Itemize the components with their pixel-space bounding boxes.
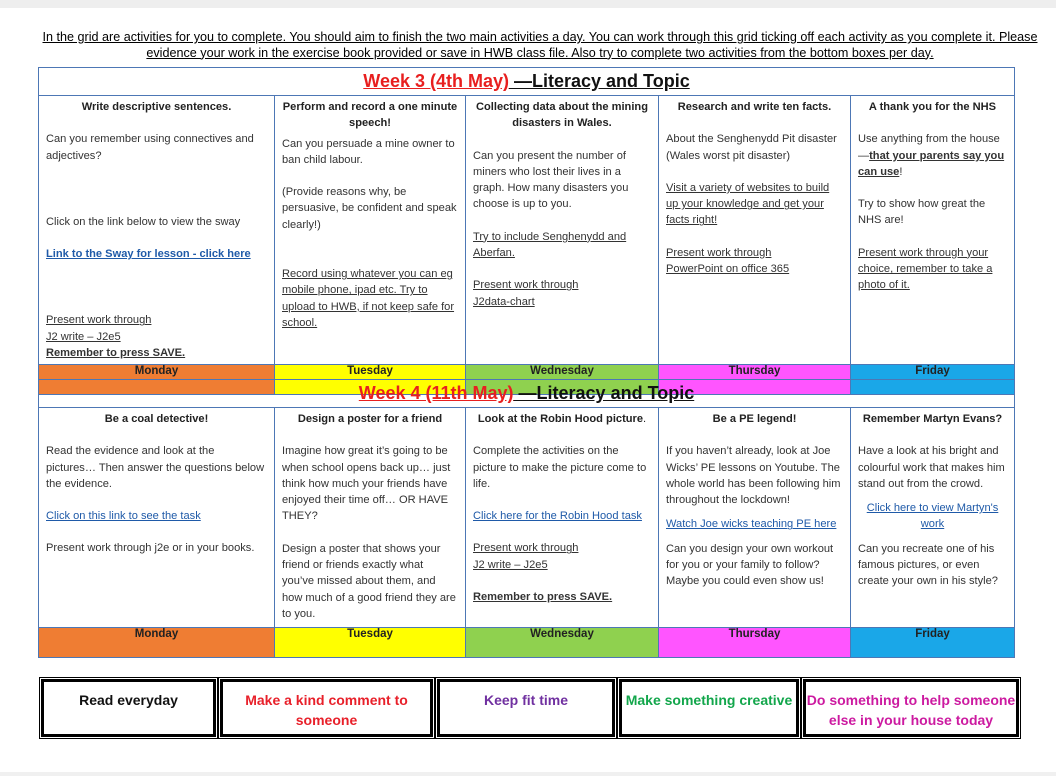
activity-text: Complete the activities on the picture to make the picture come to life. — [473, 445, 647, 490]
week4-grid — [38, 379, 1015, 658]
top-bar — [0, 0, 1056, 8]
activity-text: Record using whatever you can eg mobile phone, ipad etc. Try to upload to HWB, if not keep safe for school. — [282, 268, 455, 329]
daily-activity-boxes — [41, 679, 1015, 737]
day-tuesday: Tuesday — [275, 628, 466, 658]
day-friday: Friday — [851, 365, 1015, 395]
week3-heading-date: Week 3 (4th May) — [363, 71, 509, 91]
week4-monday-cell — [39, 408, 275, 628]
activity-text: Imagine how great it’s going to be when school opens back up… just think how much your friends have enjoyed their time off… OR HAVE THEY? — [282, 445, 451, 523]
activity-text: Have a look at his bright and colourful work that makes him stand out from the crowd. — [858, 445, 1005, 490]
activity-text: Remember to press SAVE. — [46, 347, 186, 360]
week4-heading-date: Week 4 (11th May) — [358, 383, 514, 403]
day-thursday: Thursday — [659, 365, 851, 395]
activity-title: Look at the Robin Hood picture. — [477, 413, 647, 425]
activity-text: Design a poster that shows your friend or friends exactly what you’ve missed about them, and how much of a good friend they are to you. — [282, 542, 456, 620]
coal-detective-task-link[interactable]: Click on this link to see the task — [46, 510, 201, 523]
box-read-everyday: Read everyday — [41, 679, 216, 737]
activity-text: (Provide reasons why, be persuasive, be confident and speak clearly!) — [282, 186, 457, 231]
day-thursday: Thursday — [659, 628, 851, 658]
activity-text: Present work through J2 write – J2e5 — [473, 542, 579, 571]
joe-wicks-pe-link[interactable]: Watch Joe wicks teaching PE here — [666, 518, 837, 531]
activity-text: Present work through J2 write – J2e5 — [46, 314, 152, 343]
intro-instructions: In the grid are activities for you to complete. You should aim to finish the two main activities a day. You can work through this grid ticking off each activity as you complete it. Please evidence your work in the exercise book provided or save in HWB class file. Also try to complete two activities from the bottom boxes per day. — [42, 30, 1038, 60]
sway-lesson-link[interactable]: Link to the Sway for lesson - click here — [46, 248, 251, 261]
week3-heading-topic: —Literacy and Topic — [509, 71, 690, 91]
day-monday: Monday — [39, 365, 275, 395]
activity-text: Can you recreate one of his famous pictures, or even create your own in his style? — [858, 542, 998, 588]
activity-text: Visit a variety of websites to build up your knowledge and get your facts right! — [666, 181, 830, 227]
week3-wednesday-cell — [466, 96, 659, 365]
day-tuesday: Tuesday — [275, 365, 466, 395]
week3-heading — [39, 68, 1015, 96]
box-make-something: Make something creative — [619, 679, 799, 737]
week3-grid — [38, 67, 1015, 395]
box-kind-comment: Make a kind comment to someone — [220, 679, 433, 737]
week4-friday-cell — [851, 408, 1015, 628]
activity-title: A thank you for the NHS — [868, 101, 997, 113]
activity-title: Be a coal detective! — [104, 413, 209, 425]
activity-title: Remember Martyn Evans? — [862, 413, 1003, 425]
activity-text: Try to include Senghenydd and Aberfan. — [473, 230, 627, 260]
activity-title: Design a poster for a friend — [297, 413, 443, 425]
activity-text: Remember to press SAVE. — [473, 591, 613, 604]
bottom-strip — [0, 772, 1056, 776]
activity-text: About the Senghenydd Pit disaster (Wales worst pit disaster) — [666, 133, 837, 162]
activity-text: Try to show how great the NHS are! — [858, 198, 986, 227]
week3-friday-cell — [851, 96, 1015, 365]
day-friday: Friday — [851, 628, 1015, 658]
day-monday: Monday — [39, 628, 275, 658]
activity-title: Be a PE legend! — [712, 413, 797, 425]
activity-text: Read the evidence and look at the pictures… Then answer the questions below the evidence. — [46, 445, 265, 490]
activity-title: Research and write ten facts. — [677, 101, 832, 113]
week3-tuesday-cell — [275, 96, 466, 365]
week4-heading — [39, 380, 1015, 408]
activity-text: Can you remember using connectives and adjectives? — [46, 133, 254, 162]
activity-text: Can you design your own workout for you or your family to follow? Maybe you could even show us! — [666, 542, 834, 588]
activity-text: Click on the link below to view the sway — [46, 215, 241, 228]
activity-text: Present work through PowerPoint on office 365 — [666, 246, 790, 276]
martyn-evans-work-link[interactable]: Click here to view Martyn's work — [866, 502, 999, 531]
activity-text: Present work through J2data-chart — [473, 279, 579, 308]
week4-thursday-cell — [659, 408, 851, 628]
activity-title: Write descriptive sentences. — [81, 101, 232, 113]
activity-text: Use anything from the house—that your parents say you can use! — [858, 133, 1005, 178]
week3-thursday-cell — [659, 96, 851, 365]
activity-text: Present work through j2e or in your books. — [46, 542, 255, 555]
activity-text: If you haven’t already, look at Joe Wicks’ PE lessons on Youtube. The whole world has been following him throughout the lockdown! — [666, 445, 841, 507]
week4-day-row — [39, 628, 1015, 658]
week3-monday-cell — [39, 96, 275, 365]
activity-text: Can you present the number of miners who lost their lives in a graph. How many disasters you choose is up to you. — [473, 149, 629, 211]
box-keep-fit: Keep fit time — [437, 679, 615, 737]
activity-title: Collecting data about the mining disasters in Wales. — [476, 101, 648, 130]
week4-heading-topic: —Literacy and Topic — [513, 383, 695, 403]
week4-tuesday-cell — [275, 408, 466, 628]
box-help-someone: Do something to help someone else in your house today — [803, 679, 1019, 737]
day-wednesday: Wednesday — [466, 365, 659, 395]
day-wednesday: Wednesday — [466, 628, 659, 658]
robin-hood-task-link[interactable]: Click here for the Robin Hood task — [473, 510, 642, 523]
activity-text: Can you persuade a mine owner to ban child labour. — [282, 137, 455, 166]
week4-wednesday-cell — [466, 408, 659, 628]
activity-text: Present work through your choice, remember to take a photo of it. — [858, 246, 993, 292]
activity-title: Perform and record a one minute speech! — [282, 101, 458, 130]
